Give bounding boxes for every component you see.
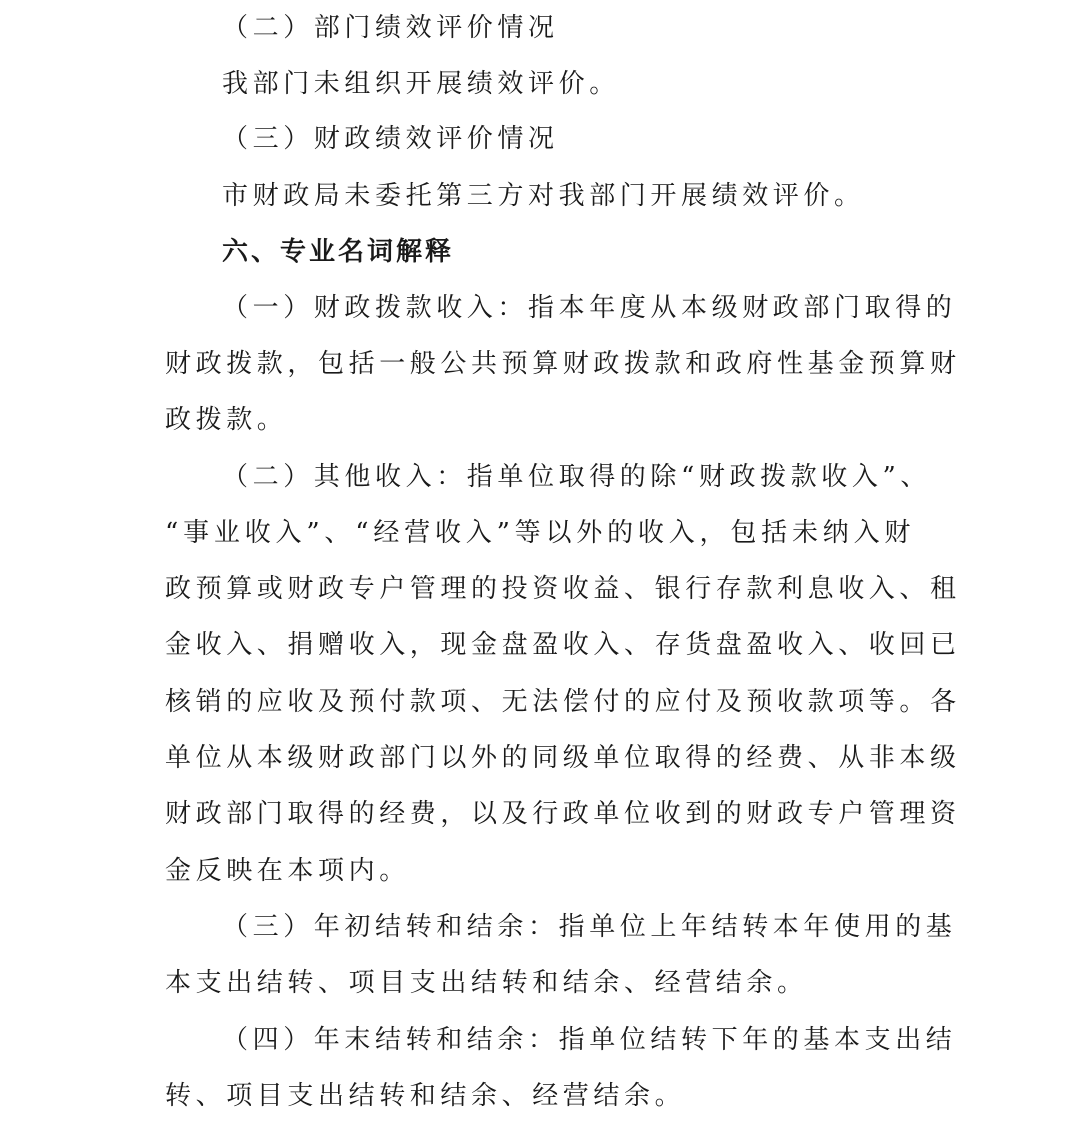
paragraph-line: （三）年初结转和结余：指单位上年结转本年使用的基: [222, 912, 957, 942]
paragraph-line: 我部门未组织开展绩效评价。: [222, 69, 620, 99]
paragraph-line: 市财政局未委托第三方对我部门开展绩效评价。: [222, 181, 865, 211]
subheading-finance-evaluation: （三）财政绩效评价情况: [222, 124, 559, 154]
paragraph-line: （二）其他收入：指单位取得的除“财政拨款收入”、: [222, 462, 931, 492]
paragraph-line: 核销的应收及预付款项、无法偿付的应付及预收款项等。各: [165, 687, 961, 717]
paragraph-line: （一）财政拨款收入：指本年度从本级财政部门取得的: [222, 293, 957, 323]
paragraph-line: 本支出结转、项目支出结转和结余、经营结余。: [165, 968, 808, 998]
subheading-department-evaluation: （二）部门绩效评价情况: [222, 13, 559, 43]
paragraph-line: 单位从本级财政部门以外的同级单位取得的经费、从非本级: [165, 743, 961, 773]
paragraph-line: （四）年末结转和结余：指单位结转下年的基本支出结: [222, 1025, 957, 1055]
paragraph-line: 政预算或财政专户管理的投资收益、银行存款利息收入、租: [165, 574, 961, 604]
paragraph-line: 金收入、捐赠收入，现金盘盈收入、存货盘盈收入、收回已: [165, 630, 961, 660]
paragraph-line: 金反映在本项内。: [165, 856, 410, 886]
paragraph-line: 财政拨款，包括一般公共预算财政拨款和政府性基金预算财: [165, 349, 961, 379]
paragraph-line: 财政部门取得的经费，以及行政单位收到的财政专户管理资: [165, 799, 961, 829]
paragraph-line: 转、项目支出结转和结余、经营结余。: [165, 1081, 686, 1111]
paragraph-line: 政拨款。: [165, 405, 288, 435]
paragraph-line: “事业收入”、“经营收入”等以外的收入，包括未纳入财: [165, 518, 915, 548]
section-heading-terms: 六、专业名词解释: [222, 237, 455, 267]
